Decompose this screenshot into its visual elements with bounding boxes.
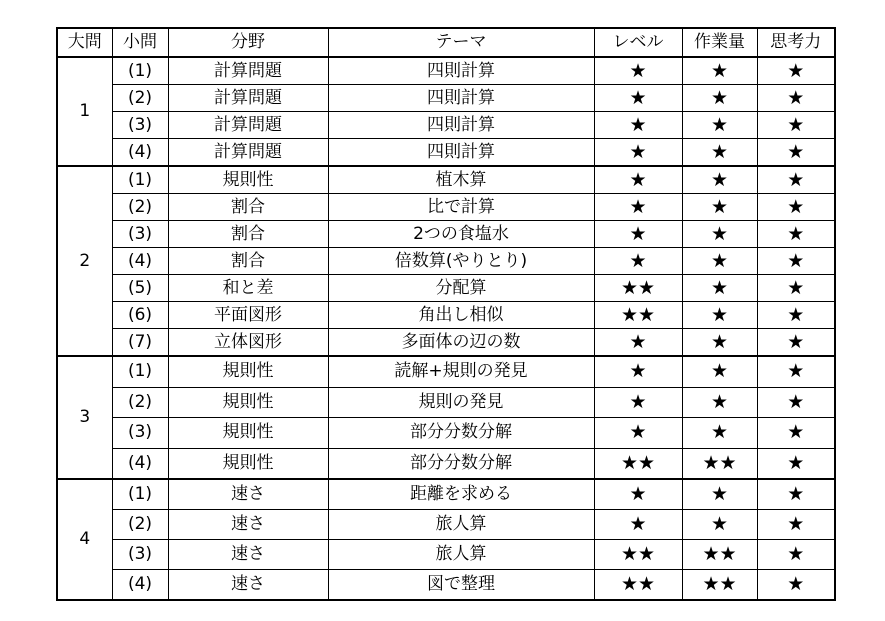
question-group bbox=[57, 356, 835, 479]
level-stars: ★ bbox=[594, 356, 682, 387]
level-stars: ★ bbox=[594, 479, 682, 510]
minor-number: (4) bbox=[112, 448, 168, 479]
workload-stars: ★ bbox=[682, 479, 757, 510]
theme-cell: 図で整理 bbox=[328, 570, 594, 601]
workload-stars: ★★ bbox=[682, 448, 757, 479]
workload-stars: ★ bbox=[682, 356, 757, 387]
theme-cell: 多面体の辺の数 bbox=[328, 329, 594, 357]
minor-number: (4) bbox=[112, 139, 168, 167]
header-level: レベル bbox=[594, 28, 682, 57]
field-cell: 割合 bbox=[168, 194, 328, 221]
table-row bbox=[57, 540, 835, 570]
level-stars: ★★ bbox=[594, 275, 682, 302]
theme-cell: 四則計算 bbox=[328, 57, 594, 85]
field-cell: 計算問題 bbox=[168, 139, 328, 167]
workload-stars: ★ bbox=[682, 248, 757, 275]
workload-stars: ★ bbox=[682, 57, 757, 85]
table-row bbox=[57, 356, 835, 387]
thinking-stars: ★ bbox=[757, 194, 835, 221]
header-workload: 作業量 bbox=[682, 28, 757, 57]
level-stars: ★ bbox=[594, 221, 682, 248]
minor-number: (3) bbox=[112, 221, 168, 248]
field-cell: 計算問題 bbox=[168, 112, 328, 139]
level-stars: ★ bbox=[594, 57, 682, 85]
minor-number: (4) bbox=[112, 570, 168, 601]
theme-cell: 比で計算 bbox=[328, 194, 594, 221]
thinking-stars: ★ bbox=[757, 85, 835, 112]
workload-stars: ★ bbox=[682, 302, 757, 329]
thinking-stars: ★ bbox=[757, 479, 835, 510]
level-stars: ★★ bbox=[594, 448, 682, 479]
minor-number: (3) bbox=[112, 540, 168, 570]
field-cell: 規則性 bbox=[168, 356, 328, 387]
field-cell: 規則性 bbox=[168, 418, 328, 449]
analysis-table bbox=[56, 27, 836, 601]
theme-cell: 距離を求める bbox=[328, 479, 594, 510]
minor-number: (6) bbox=[112, 302, 168, 329]
workload-stars: ★ bbox=[682, 194, 757, 221]
question-group bbox=[57, 479, 835, 600]
level-stars: ★ bbox=[594, 329, 682, 357]
minor-number: (3) bbox=[112, 418, 168, 449]
level-stars: ★ bbox=[594, 194, 682, 221]
minor-number: (3) bbox=[112, 112, 168, 139]
header-row bbox=[57, 28, 835, 57]
field-cell: 和と差 bbox=[168, 275, 328, 302]
thinking-stars: ★ bbox=[757, 139, 835, 167]
thinking-stars: ★ bbox=[757, 57, 835, 85]
theme-cell: 部分分数分解 bbox=[328, 448, 594, 479]
minor-number: (2) bbox=[112, 510, 168, 540]
thinking-stars: ★ bbox=[757, 510, 835, 540]
thinking-stars: ★ bbox=[757, 329, 835, 357]
theme-cell: 植木算 bbox=[328, 166, 594, 194]
minor-number: (1) bbox=[112, 479, 168, 510]
workload-stars: ★ bbox=[682, 510, 757, 540]
thinking-stars: ★ bbox=[757, 221, 835, 248]
thinking-stars: ★ bbox=[757, 448, 835, 479]
table-row bbox=[57, 570, 835, 601]
table-row bbox=[57, 275, 835, 302]
table-row bbox=[57, 194, 835, 221]
field-cell: 割合 bbox=[168, 248, 328, 275]
minor-number: (1) bbox=[112, 356, 168, 387]
table-row bbox=[57, 448, 835, 479]
field-cell: 速さ bbox=[168, 479, 328, 510]
level-stars: ★ bbox=[594, 248, 682, 275]
minor-number: (5) bbox=[112, 275, 168, 302]
table-row bbox=[57, 248, 835, 275]
workload-stars: ★ bbox=[682, 139, 757, 167]
table-row bbox=[57, 387, 835, 418]
level-stars: ★ bbox=[594, 166, 682, 194]
minor-number: (2) bbox=[112, 387, 168, 418]
level-stars: ★★ bbox=[594, 302, 682, 329]
header-thinking: 思考力 bbox=[757, 28, 835, 57]
thinking-stars: ★ bbox=[757, 275, 835, 302]
field-cell: 立体図形 bbox=[168, 329, 328, 357]
field-cell: 割合 bbox=[168, 221, 328, 248]
field-cell: 速さ bbox=[168, 540, 328, 570]
thinking-stars: ★ bbox=[757, 302, 835, 329]
question-group bbox=[57, 57, 835, 166]
header-minor: 小問 bbox=[112, 28, 168, 57]
level-stars: ★★ bbox=[594, 540, 682, 570]
thinking-stars: ★ bbox=[757, 570, 835, 601]
table-row bbox=[57, 221, 835, 248]
minor-number: (2) bbox=[112, 194, 168, 221]
header-field: 分野 bbox=[168, 28, 328, 57]
thinking-stars: ★ bbox=[757, 248, 835, 275]
workload-stars: ★ bbox=[682, 275, 757, 302]
table-row bbox=[57, 418, 835, 449]
field-cell: 規則性 bbox=[168, 387, 328, 418]
minor-number: (7) bbox=[112, 329, 168, 357]
field-cell: 平面図形 bbox=[168, 302, 328, 329]
theme-cell: 旅人算 bbox=[328, 540, 594, 570]
level-stars: ★ bbox=[594, 510, 682, 540]
major-number: 2 bbox=[57, 166, 112, 356]
level-stars: ★ bbox=[594, 112, 682, 139]
thinking-stars: ★ bbox=[757, 356, 835, 387]
workload-stars: ★ bbox=[682, 85, 757, 112]
theme-cell: 旅人算 bbox=[328, 510, 594, 540]
workload-stars: ★ bbox=[682, 166, 757, 194]
field-cell: 計算問題 bbox=[168, 57, 328, 85]
workload-stars: ★★ bbox=[682, 570, 757, 601]
minor-number: (2) bbox=[112, 85, 168, 112]
table-row bbox=[57, 112, 835, 139]
minor-number: (4) bbox=[112, 248, 168, 275]
workload-stars: ★ bbox=[682, 221, 757, 248]
table-row bbox=[57, 329, 835, 357]
theme-cell: 分配算 bbox=[328, 275, 594, 302]
level-stars: ★★ bbox=[594, 570, 682, 601]
table-row bbox=[57, 85, 835, 112]
header-major: 大問 bbox=[57, 28, 112, 57]
table-row bbox=[57, 479, 835, 510]
field-cell: 計算問題 bbox=[168, 85, 328, 112]
field-cell: 速さ bbox=[168, 570, 328, 601]
level-stars: ★ bbox=[594, 418, 682, 449]
workload-stars: ★★ bbox=[682, 540, 757, 570]
major-number: 1 bbox=[57, 57, 112, 166]
field-cell: 規則性 bbox=[168, 166, 328, 194]
table-row bbox=[57, 302, 835, 329]
workload-stars: ★ bbox=[682, 387, 757, 418]
field-cell: 規則性 bbox=[168, 448, 328, 479]
minor-number: (1) bbox=[112, 166, 168, 194]
theme-cell: 四則計算 bbox=[328, 112, 594, 139]
theme-cell: 規則の発見 bbox=[328, 387, 594, 418]
major-number: 4 bbox=[57, 479, 112, 600]
table-row bbox=[57, 57, 835, 85]
theme-cell: 部分分数分解 bbox=[328, 418, 594, 449]
theme-cell: 2つの食塩水 bbox=[328, 221, 594, 248]
table-row bbox=[57, 166, 835, 194]
thinking-stars: ★ bbox=[757, 387, 835, 418]
table-row bbox=[57, 510, 835, 540]
theme-cell: 読解+規則の発見 bbox=[328, 356, 594, 387]
theme-cell: 四則計算 bbox=[328, 139, 594, 167]
thinking-stars: ★ bbox=[757, 166, 835, 194]
thinking-stars: ★ bbox=[757, 540, 835, 570]
workload-stars: ★ bbox=[682, 112, 757, 139]
theme-cell: 倍数算(やりとり) bbox=[328, 248, 594, 275]
level-stars: ★ bbox=[594, 85, 682, 112]
field-cell: 速さ bbox=[168, 510, 328, 540]
header-theme: テーマ bbox=[328, 28, 594, 57]
major-number: 3 bbox=[57, 356, 112, 479]
question-group bbox=[57, 166, 835, 356]
theme-cell: 四則計算 bbox=[328, 85, 594, 112]
thinking-stars: ★ bbox=[757, 112, 835, 139]
level-stars: ★ bbox=[594, 139, 682, 167]
thinking-stars: ★ bbox=[757, 418, 835, 449]
minor-number: (1) bbox=[112, 57, 168, 85]
table-row bbox=[57, 139, 835, 167]
level-stars: ★ bbox=[594, 387, 682, 418]
workload-stars: ★ bbox=[682, 418, 757, 449]
workload-stars: ★ bbox=[682, 329, 757, 357]
theme-cell: 角出し相似 bbox=[328, 302, 594, 329]
